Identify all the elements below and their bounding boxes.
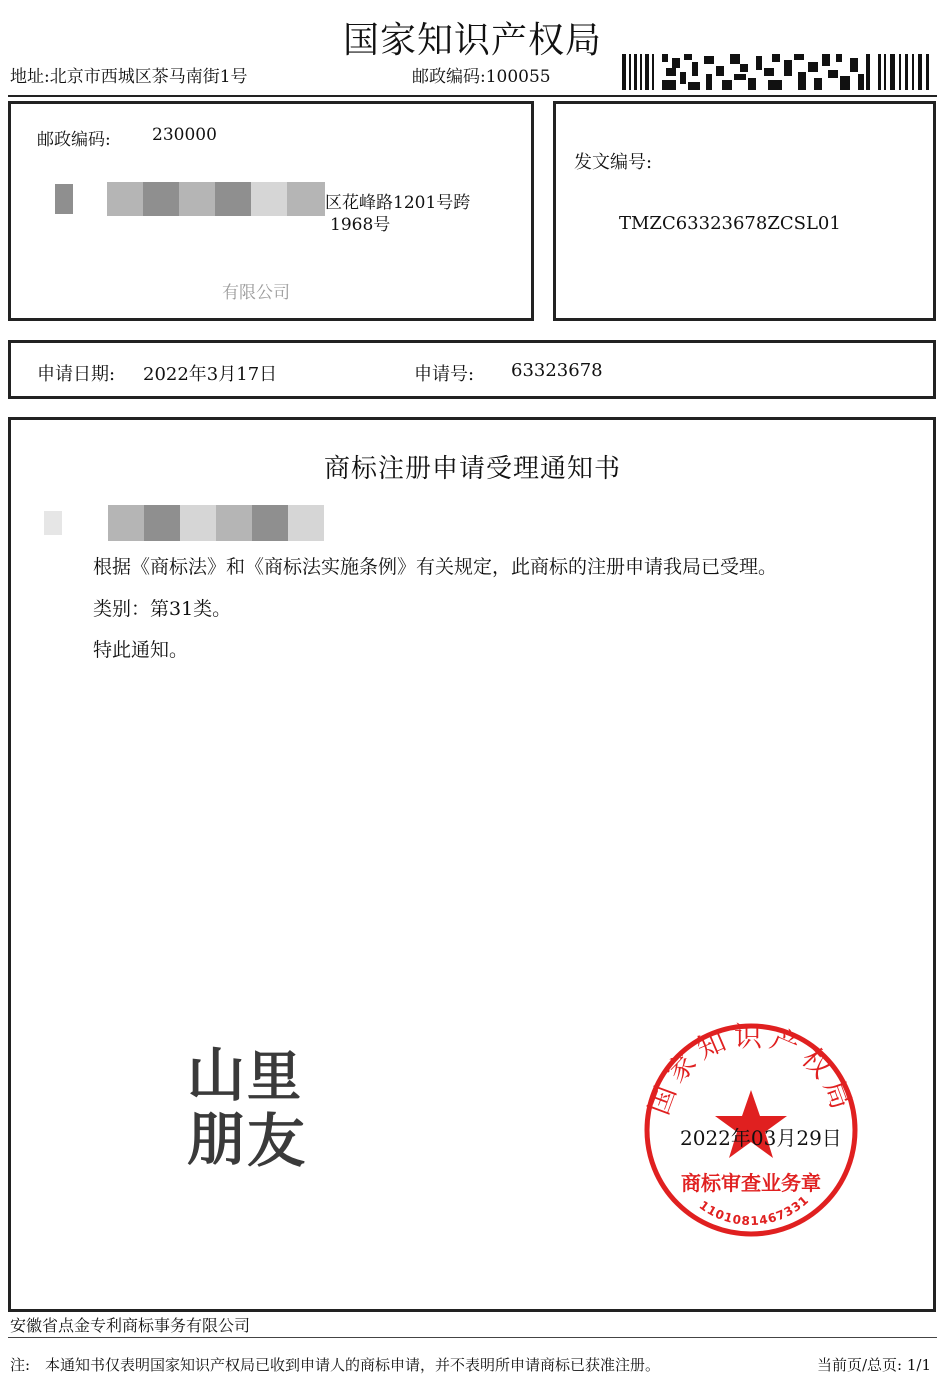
trademark-logo <box>185 1037 315 1167</box>
document-number-value: TMZC63323678ZCSL01 <box>619 213 841 234</box>
application-number-label: 申请号: <box>414 364 475 385</box>
office-address: 地址:北京市西城区茶马南街1号 <box>10 67 248 87</box>
recipient-address-line-1: 区花峰路1201号跨 <box>325 193 471 213</box>
application-number-value: 63323678 <box>511 360 603 381</box>
svg-text:友: 友 <box>247 1107 306 1167</box>
document-number-label: 发文编号: <box>574 152 653 173</box>
recipient-address-line-2: 1968号 <box>330 215 391 235</box>
notice-paragraph-3: 特此通知。 <box>93 639 189 661</box>
svg-text:国家知识产权局: 国家知识产权局 <box>641 1020 861 1120</box>
header-divider <box>8 95 937 97</box>
recipient-company: 有限公司 <box>222 283 290 303</box>
application-date-value: 2022年3月17日 <box>143 364 278 385</box>
recipient-postcode-value: 230000 <box>152 125 217 145</box>
application-date-label: 申请日期: <box>37 364 116 385</box>
applicant-name-redacted <box>40 505 330 541</box>
footer-divider <box>8 1337 937 1338</box>
footer-note: 注: 本通知书仅表明国家知识产权局已收到申请人的商标申请，并不表明所申请商标已获准注册。 <box>10 1356 661 1374</box>
svg-text:商标审查业务章: 商标审查业务章 <box>681 1171 821 1195</box>
page-indicator: 当前页/总页: 1/1 <box>816 1356 931 1374</box>
notice-title: 商标注册申请受理通知书 <box>323 454 621 484</box>
notice-paragraph-1: 根据《商标法》和《商标法实施条例》有关规定，此商标的注册申请我局已受理。 <box>93 556 778 578</box>
seal-date: 2022年03月29日 <box>680 1126 842 1150</box>
recipient-address-redacted <box>37 182 325 216</box>
office-postcode: 邮政编码:100055 <box>412 67 551 87</box>
notice-paragraph-2: 类别：第31类。 <box>93 598 232 620</box>
svg-text:朋: 朋 <box>187 1105 246 1167</box>
agency-name: 安徽省点金专利商标事务有限公司 <box>10 1316 251 1335</box>
barcode <box>622 54 930 90</box>
svg-text:1101081467331: 1101081467331 <box>696 1192 812 1229</box>
recipient-postcode-label: 邮政编码: <box>37 130 111 150</box>
svg-text:里: 里 <box>247 1045 301 1108</box>
document-title: 国家知识产权局 <box>342 20 602 61</box>
document-number-box <box>553 101 936 321</box>
svg-text:山: 山 <box>187 1041 246 1109</box>
